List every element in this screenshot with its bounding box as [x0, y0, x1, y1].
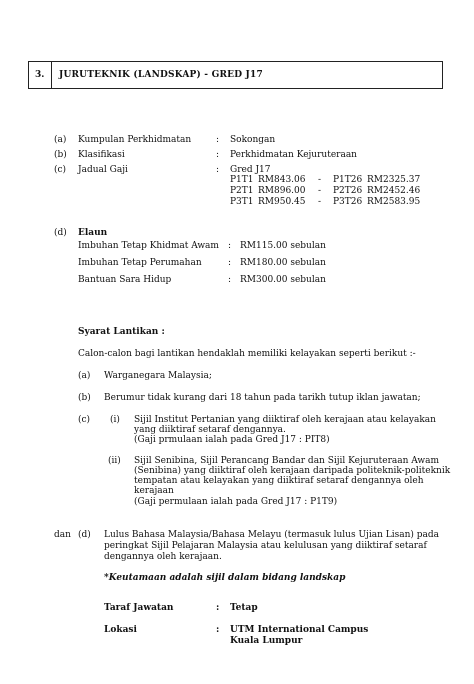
elaun-item-sep: :: [228, 258, 232, 268]
elaun-item-sep: :: [228, 241, 232, 251]
elaun-label: (d): [54, 228, 67, 238]
salary-min-code: P2T1: [230, 186, 254, 196]
salary-max-code: P1T26: [333, 175, 363, 185]
info-name-b: Klasifikasi: [78, 150, 125, 160]
elaun-item-sep: :: [228, 275, 232, 285]
syarat-a-text: Warganegara Malaysia;: [104, 371, 212, 381]
info-label-b: (b): [54, 150, 67, 160]
elaun-item-value: RM300.00 sebulan: [240, 275, 326, 285]
salary-dash: -: [318, 186, 322, 196]
info-label-c: (c): [54, 165, 67, 175]
syarat-c-i-line: Sijil Institut Pertanian yang diiktiraf oleh kerajaan atau kelayakan: [134, 415, 436, 425]
info-name-c: Jadual Gaji: [78, 165, 128, 175]
salary-dash: -: [318, 175, 322, 185]
syarat-d-line: Lulus Bahasa Malaysia/Bahasa Melayu (termasuk lulus Ujian Lisan) pada: [104, 530, 439, 540]
info-value-a: Sokongan: [230, 135, 276, 145]
salary-max-code: P3T26: [333, 197, 363, 207]
salary-min-amount: RM896.00: [258, 186, 306, 196]
info-sep-c: :: [216, 165, 220, 175]
syarat-c-ii-line: (Senibina) yang diiktiraf oleh kerajaan daripada politeknik-politeknik: [134, 466, 451, 476]
salary-min-amount: RM950.45: [258, 197, 306, 207]
section-title: JURUTEKNIK (LANDSKAP) - GRED J17: [59, 70, 263, 80]
syarat-c-ii-line: tempatan atau kelayakan yang diiktiraf setaraf dengannya oleh: [134, 476, 424, 486]
title-box-divider: [51, 62, 52, 88]
footer-lokasi-value: UTM International Campus: [230, 625, 369, 635]
salary-max-amount: RM2325.37: [367, 175, 421, 185]
info-sep-b: :: [216, 150, 220, 160]
salary-max-amount: RM2583.95: [367, 197, 421, 207]
syarat-c-ii-line: (Gaji permulaan ialah pada Gred J17 : P1T9): [134, 497, 338, 507]
syarat-c-label: (c): [78, 415, 91, 425]
section-number: 3.: [35, 70, 45, 80]
syarat-c-ii-line: Sijil Senibina, Sijil Perancang Bandar dan Sijil Kejuruteraan Awam: [134, 456, 439, 466]
syarat-intro: Calon-calon bagi lantikan hendaklah memiliki kelayakan seperti berikut :-: [78, 349, 416, 359]
syarat-a-label: (a): [78, 371, 91, 381]
elaun-item-name: Bantuan Sara Hidup: [78, 275, 172, 285]
elaun-item-name: Imbuhan Tetap Perumahan: [78, 258, 202, 268]
elaun-item-value: RM180.00 sebulan: [240, 258, 326, 268]
section-title-box: [28, 61, 443, 89]
salary-max-amount: RM2452.46: [367, 186, 421, 196]
footer-taraf-value: Tetap: [230, 603, 258, 613]
salary-dash: -: [318, 197, 322, 207]
syarat-d-line: dengannya oleh kerajaan.: [104, 552, 222, 562]
syarat-d-line: peringkat Sijil Pelajaran Malaysia atau kelulusan yang diiktiraf setaraf: [104, 541, 427, 551]
syarat-d-prefix: dan: [54, 530, 71, 540]
syarat-b-text: Berumur tidak kurang dari 18 tahun pada tarikh tutup iklan jawatan;: [104, 393, 421, 403]
syarat-b-label: (b): [78, 393, 91, 403]
info-label-a: (a): [54, 135, 67, 145]
salary-min-code: P1T1: [230, 175, 254, 185]
syarat-c-i-label: (i): [110, 415, 120, 425]
info-value-b: Perkhidmatan Kejuruteraan: [230, 150, 357, 160]
footer-lokasi-sep: :: [216, 625, 220, 635]
footer-taraf-name: Taraf Jawatan: [104, 603, 174, 613]
footer-lokasi-value2: Kuala Lumpur: [230, 636, 303, 646]
info-sep-a: :: [216, 135, 220, 145]
salary-min-code: P3T1: [230, 197, 254, 207]
syarat-c-ii-label: (ii): [108, 456, 121, 466]
elaun-item-value: RM115.00 sebulan: [240, 241, 326, 251]
elaun-item-name: Imbuhan Tetap Khidmat Awam: [78, 241, 219, 251]
syarat-heading: Syarat Lantikan :: [78, 327, 165, 337]
syarat-c-i-line: yang diiktiraf setaraf dengannya.: [134, 425, 286, 435]
info-value-c: Gred J17: [230, 165, 271, 175]
syarat-d-label: (d): [78, 530, 91, 540]
info-name-a: Kumpulan Perkhidmatan: [78, 135, 192, 145]
salary-min-amount: RM843.06: [258, 175, 306, 185]
footer-taraf-sep: :: [216, 603, 220, 613]
salary-max-code: P2T26: [333, 186, 363, 196]
syarat-c-ii-line: kerajaan: [134, 486, 174, 496]
syarat-c-i-line: (Gaji prmulaan ialah pada Gred J17 : PIT8): [134, 435, 330, 445]
footer-lokasi-name: Lokasi: [104, 625, 137, 635]
syarat-note: *Keutamaan adalah sijil dalam bidang landskap: [104, 573, 346, 583]
elaun-heading: Elaun: [78, 228, 108, 238]
